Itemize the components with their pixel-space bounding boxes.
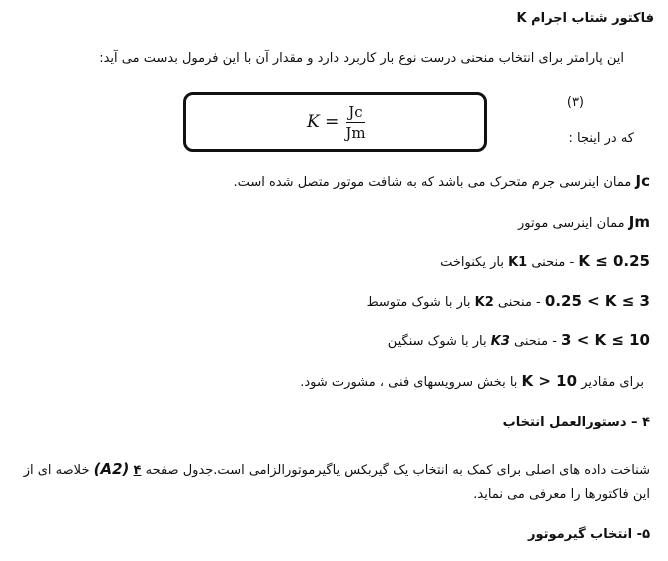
k1-description: بار یکنواخت [440, 255, 504, 270]
jm-line [518, 213, 650, 233]
k1-line [440, 252, 650, 272]
equation-number: (۳) [566, 95, 584, 110]
para-4-line-2: این فاکتورها را معرفی می نماید. [473, 487, 650, 502]
intro-paragraph: این پارامتر برای انتخاب منحنی درست نوع بار کاربرد دارد و مقدار آن با این فرمول بدست می آید: [99, 51, 624, 66]
k-over-pre: برای مقادیر [581, 375, 644, 390]
para-4-pre: شناخت داده های اصلی برای کمک به انتخاب یک گیربکس یاگیرموتورالزامی است.جدول صفحه [145, 463, 650, 478]
section-heading-4: ۴ – دستورالعمل انتخاب [502, 415, 650, 430]
k-over-condition: K > 10 [521, 372, 578, 390]
para-4-ref: (A2) [93, 460, 130, 478]
jm-symbol: Jm [628, 213, 650, 231]
where-label: که در اینجا : [568, 131, 634, 146]
k2-condition: 0.25 < K ≤ 3 [544, 292, 650, 310]
k3-line [388, 331, 650, 351]
formula-lhs: K = [307, 112, 340, 132]
k3-condition: 3 < K ≤ 10 [561, 331, 650, 349]
jc-symbol: Jc [635, 172, 650, 190]
k3-label: K3 [490, 334, 510, 349]
formula-numerator: Jc [348, 102, 363, 121]
section-heading-k: فاکتور شتاب اجرام K [516, 11, 654, 26]
jc-description: ممان اینرسی جرم متحرک می باشد که به شافت موتور متصل شده است. [233, 175, 632, 190]
k1-label: K1 [508, 255, 528, 270]
k3-text: - منحنی [514, 334, 557, 349]
para-4-post: خلاصه ای از [23, 463, 90, 478]
jm-description: ممان اینرسی موتور [518, 216, 625, 231]
k2-text: - منحنی [497, 295, 541, 310]
formula-denominator: Jm [345, 123, 366, 142]
para-4-line-1 [24, 460, 650, 480]
formula-fraction [345, 103, 365, 142]
k1-condition: K ≤ 0.25 [578, 252, 650, 270]
k3-description: بار با شوک سنگین [387, 334, 487, 349]
k1-text: - منحنی [531, 255, 575, 270]
k2-description: بار با شوک متوسط [366, 295, 471, 310]
section-heading-5: ۵- انتخاب گیرموتور [527, 527, 650, 542]
k2-line [367, 292, 650, 312]
k-over-line [300, 372, 644, 392]
k2-label: K2 [474, 295, 494, 310]
para-4-page-number: ۴ [133, 463, 142, 478]
jc-line [234, 172, 651, 192]
k-over-post: با بخش سرویسهای فنی ، مشورت شود. [300, 375, 518, 390]
formula [307, 98, 366, 146]
